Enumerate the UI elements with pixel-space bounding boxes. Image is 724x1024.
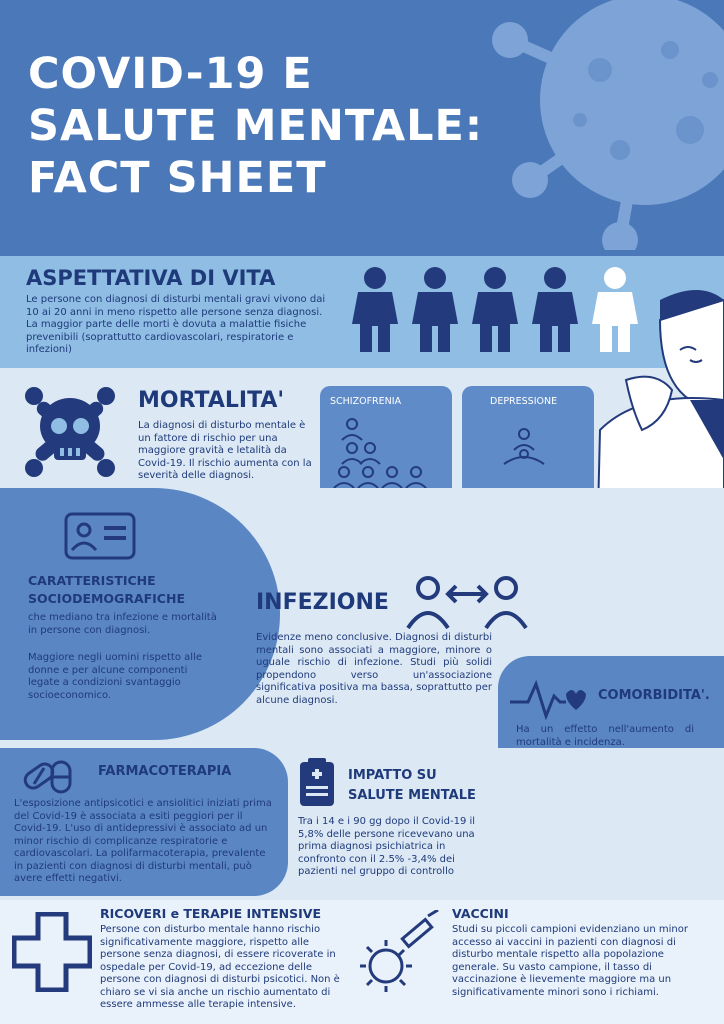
person-icon xyxy=(352,267,398,352)
title-line: COVID-19 E xyxy=(28,49,313,99)
people-group-icon xyxy=(330,416,442,490)
farmaco-title: FARMACOTERAPIA xyxy=(98,764,232,779)
depressione-label: DEPRESSIONE xyxy=(490,396,558,407)
person-icon xyxy=(472,267,518,352)
page-title xyxy=(28,48,588,204)
aspettativa-text: Le persone con diagnosi di disturbi mentali gravi vivono dai 10 ai 20 anni in meno rispetto alle persone senza diagnosi. La maggior parte delle morti è dovuta a malattie fisiche prevenibili (soprattutto cardiovascolari, respiratorie e infezioni) xyxy=(26,294,326,355)
id-card-icon xyxy=(64,512,136,560)
title-line: CARATTERISTICHE xyxy=(28,573,156,588)
infection-arrows-icon xyxy=(404,570,534,634)
heartbeat-icon xyxy=(510,676,586,720)
pills-icon xyxy=(22,754,74,798)
medical-cross-icon xyxy=(12,912,92,992)
mortalita-title: MORTALITA' xyxy=(138,388,285,413)
caratteristiche-text-1: che mediano tra infezione e mortalità in persone con diagnosi. xyxy=(28,612,217,636)
caratteristiche-text-2: Maggiore negli uomini rispetto alle donne e per alcune componenti legate a condizioni svantaggio socioeconomico. xyxy=(28,652,202,701)
ricoveri-text: Persone con disturbo mentale hanno rischio significativamente maggiore, rispetto alle persone senza diagnosi, di essere ricoverate in ospedale per Covid-19, ad eccezione delle persone con diagnosi di disturbi psicotici. Non è chiaro se vi sia anche un rischio aumentato di essere ammesse alle terapie intensive. xyxy=(100,924,340,1010)
comorbidita-title: COMORBIDITA'. xyxy=(598,688,710,703)
infezione-text: Evidenze meno conclusive. Diagnosi di disturbi mentali sono associati a maggiore, minore o uguale rischio di infezione. Studi più solidi propendono verso un'associazione significativa positiva ma bassa, soprattutto per alcune diagnosi. xyxy=(256,632,492,706)
caratteristiche-title xyxy=(28,572,185,608)
impatto-title xyxy=(348,766,476,806)
impatto-text: Tra i 14 e i 90 gg dopo il Covid-19 il 5,8% delle persone ricevevano una prima diagnosi psichiatrica in confronto con il 2.5% -3,4% dei pazienti nel gruppo di controllo xyxy=(298,816,476,877)
farmaco-text: L'esposizione antipsicotici e ansiolitici iniziati prima del Covid-19 è associata a esiti peggiori per il Covid-19. L'uso di antidepressivi è associato ad un minor rischio di complicanze respiratorie e cardiovascolari. La polifarmacoterapia, prevalente in pazienti con diagnosi di disturbi mentali, può avere effetti negativi. xyxy=(14,798,272,884)
skull-icon xyxy=(22,384,118,480)
aspettativa-title: ASPETTATIVA DI VITA xyxy=(26,266,276,290)
clipboard-icon xyxy=(298,758,338,808)
comorbidita-text-1: Ha un effetto nell'aumento di mortalità e incidenza. xyxy=(516,724,694,748)
title-line: IMPATTO SU xyxy=(348,768,437,783)
header-band xyxy=(0,0,724,256)
ricoveri-title: RICOVERI e TERAPIE INTENSIVE xyxy=(100,906,321,921)
syringe-icon xyxy=(352,910,444,1000)
schizofrenia-label: SCHIZOFRENIA xyxy=(330,396,402,407)
title-line: SOCIODEMOGRAFICHE xyxy=(28,591,185,606)
mortalita-text: La diagnosi di disturbo mentale è un fattore di rischio per una maggiore gravità e letalità da Covid-19. Il rischio aumenta con la severità delle diagnosi. xyxy=(138,420,312,481)
vaccini-title: VACCINI xyxy=(452,906,509,921)
title-line: SALUTE MENTALE xyxy=(348,788,476,803)
person-icon xyxy=(412,267,458,352)
title-line: FACT SHEET xyxy=(28,153,327,203)
infezione-title: INFEZIONE xyxy=(256,590,389,615)
title-line: SALUTE MENTALE: xyxy=(28,101,484,151)
vaccini-text: Studi su piccoli campioni evidenziano un minor accesso ai vaccini in pazienti con diagnosi di disturbo mentale rispetto alla popolazione generale. Su vasto campione, il tasso di vaccinazione è lievemente maggiore ma un significativamente minori sono i richiami. xyxy=(452,924,688,998)
